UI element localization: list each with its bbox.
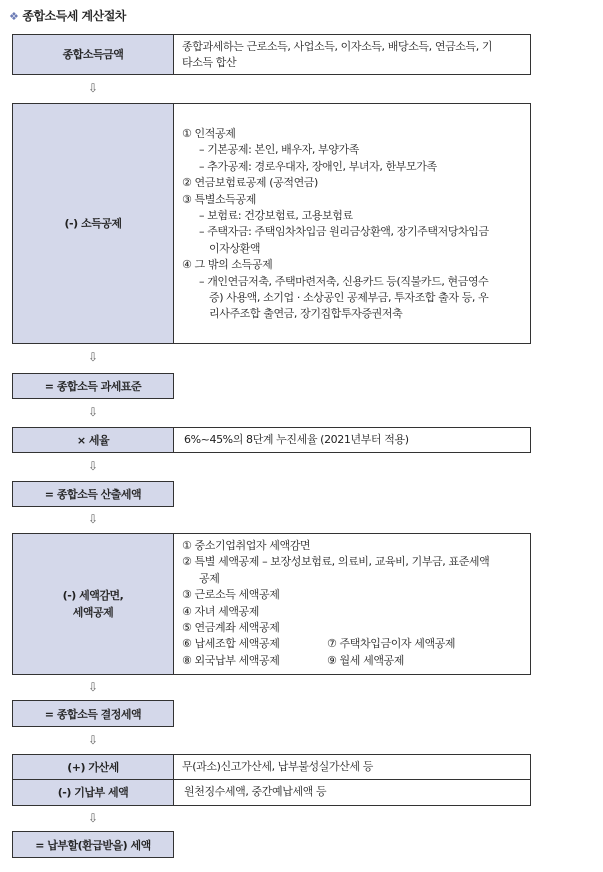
deduction-line: – 개인연금저축, 주택마련저축, 신용카드 등(직불카드, 현금영수 [199,274,489,288]
deduction-line: ① 인적공제 [182,127,236,140]
down-arrow-icon: ⇩ [87,459,99,473]
credits-line: ③ 근로소득 세액공제 [182,588,280,602]
tax-rate-text: 6%~45%의 8단계 누진세율 (2021년부터 적용) [184,432,409,446]
deduction-line: 증) 사용액, 소기업 · 소상공인 공제부금, 투자조합 출자 등, 우 [209,291,489,305]
income-row [12,34,531,75]
credits-pair-item: ⑦ 주택차입금이자 세액공제 [327,637,456,651]
credits-content [174,534,530,674]
prepaid-tax-text: 원천징수세액, 중간예납세액 등 [184,785,327,799]
additional-tax-label: (+) 가산세 [13,755,174,779]
tax-base-box: = 종합소득 과세표준 [12,373,174,399]
income-label: 종합소득금액 [13,35,174,74]
down-arrow-icon: ⇩ [87,733,99,747]
income-line: 타소득 합산 [182,56,237,70]
credits-pair-item: ⑥ 납세조합 세액공제 [182,637,280,651]
credits-line: ① 중소기업취업자 세액감면 [182,539,311,552]
deduction-line: – 주택자금: 주택임차차입금 원리금상환액, 장기주택저당차입금 [199,225,489,239]
credits-line: ② 특별 세액공제 – 보장성보험료, 의료비, 교육비, 기부금, 표준세액 [182,555,490,569]
deduction-line: – 기본공제: 본인, 배우자, 부양가족 [199,143,359,157]
credits-label-line: (-) 세액감면, [62,589,124,602]
deduction-row [12,103,531,344]
credits-pair-line [182,653,522,669]
title-text: 종합소득세 계산절차 [22,9,126,23]
additional-tax-text: 무(과소)신고가산세, 납부불성실가산세 등 [182,759,373,773]
credits-pair-item: ⑨ 월세 세액공제 [327,653,405,667]
income-content [174,35,530,74]
credits-line: ④ 자녀 세액공제 [182,604,260,618]
determined-tax-box: = 종합소득 결정세액 [12,700,174,727]
additional-tax-row [12,754,531,780]
page-title [9,7,126,24]
deduction-line: – 추가공제: 경로우대자, 장애인, 부녀자, 한부모가족 [199,159,437,173]
prepaid-tax-label: (-) 기납부 세액 [13,780,174,805]
credits-pair-item: ⑧ 외국납부 세액공제 [182,653,280,667]
credits-pair-line [182,636,522,652]
down-arrow-icon: ⇩ [87,405,99,419]
credits-row [12,533,531,675]
tax-rate-label: × 세율 [13,428,174,452]
deduction-content [174,104,530,343]
payable-tax-box: = 납부할(환급받을) 세액 [12,831,174,858]
deduction-line: ③ 특별소득공제 [182,192,256,206]
calculated-tax-box: = 종합소득 산출세액 [12,481,174,507]
deduction-line: – 보험료: 건강보험료, 고용보험료 [199,209,353,223]
deduction-line: ④ 그 밖의 소득공제 [182,258,273,272]
down-arrow-icon: ⇩ [87,81,99,95]
credits-line: 공제 [199,571,220,585]
credits-label [13,534,174,674]
deduction-label: (-) 소득공제 [13,104,174,343]
deduction-line: ② 연금보험료공제 (공적연금) [182,176,318,190]
credits-line: ⑤ 연금계좌 세액공제 [182,621,280,635]
tax-rate-row [12,427,531,453]
deduction-line: 리사주조합 출연금, 장기집합투자증권저축 [209,307,403,321]
down-arrow-icon: ⇩ [87,512,99,526]
down-arrow-icon: ⇩ [87,811,99,825]
diamond-icon: ❖ [9,10,19,23]
credits-label-line: 세액공제 [72,606,114,619]
income-line: 종합과세하는 근로소득, 사업소득, 이자소득, 배당소득, 연금소득, 기 [182,40,493,53]
down-arrow-icon: ⇩ [87,680,99,694]
deduction-line: 이자상환액 [209,241,261,255]
down-arrow-icon: ⇩ [87,350,99,364]
prepaid-tax-row [12,779,531,806]
